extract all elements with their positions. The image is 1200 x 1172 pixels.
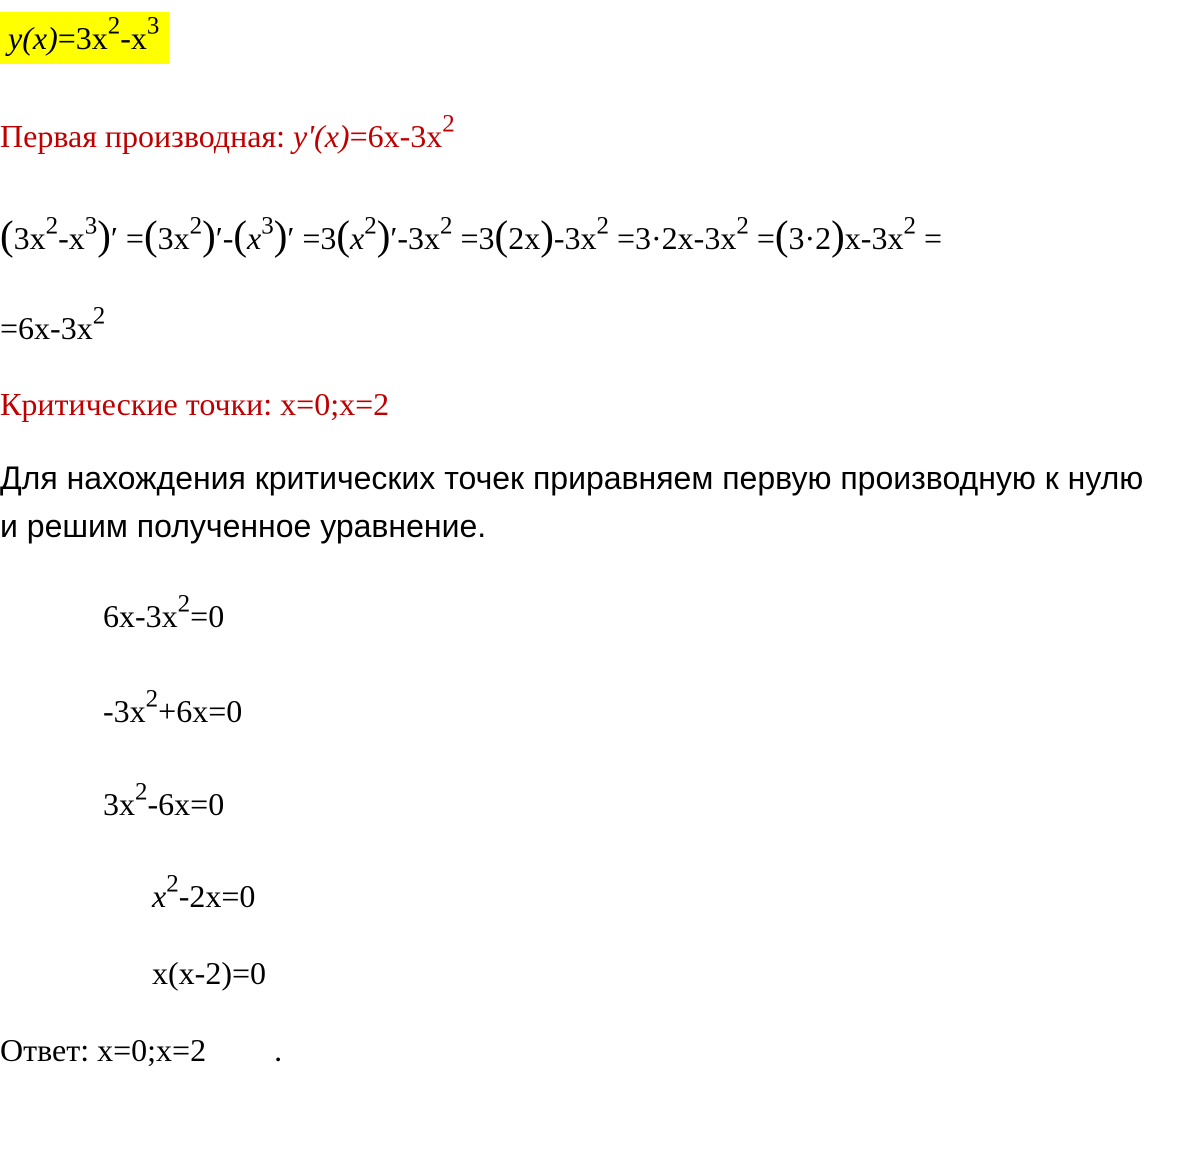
first-derivative-heading: Первая производная: $y'(x)=6x-3x^2$ <box>0 110 455 154</box>
step-1: $6x-3x^2=0$ <box>103 590 225 634</box>
step-3: $3x^2-6x=0$ <box>103 778 225 822</box>
derivation-line-2: $=6x-3x^2$ <box>0 302 106 346</box>
explanation-line-1: Для нахождения критических точек приравняем первую производную к нулю <box>0 460 1144 496</box>
critical-points-heading: Критические точки: x=0;x=2 <box>0 386 390 422</box>
derivation-line-1: $(3x^2-x^3)' =(3x^2)'-(x^3)' =3(x^2)'-3x^2 =3(2x)-3x^2 =3\cdot 2x-3x^2 =(3\cdot 2)x-3x^2$ = <box>0 212 942 258</box>
step-4: $x^2-2x=0$ <box>152 870 256 914</box>
step-5: x(x-2)=0 <box>152 955 267 991</box>
function-definition <box>0 12 169 56</box>
step-2: $-3x^2+6x=0$ <box>103 685 243 729</box>
function-highlight: $y(x)=3x^2-x^3$ <box>0 12 169 64</box>
explanation-line-2: и решим полученное уравнение. <box>0 508 487 544</box>
answer: Ответ: x=0;x=2 . <box>0 1032 283 1068</box>
